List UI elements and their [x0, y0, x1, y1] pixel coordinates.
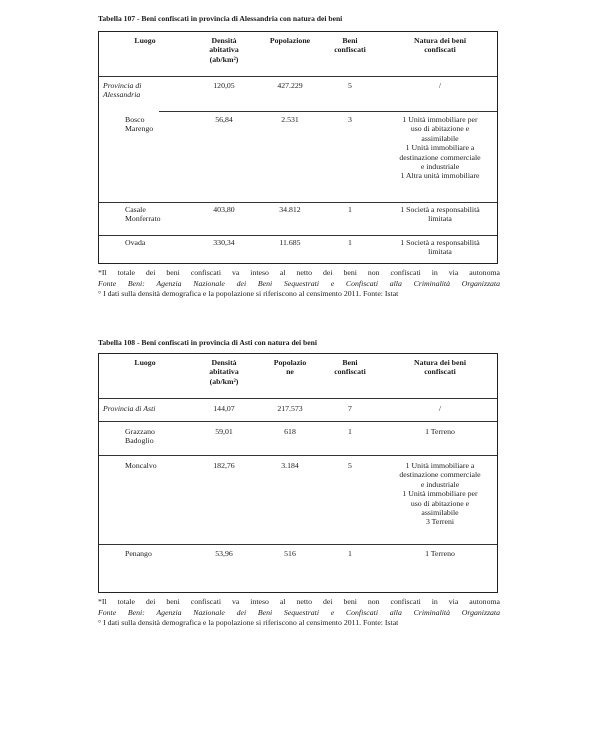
name-line: Provincia di: [103, 81, 142, 90]
densita-value: 56,84: [215, 115, 233, 124]
town-name: [125, 238, 195, 247]
note-census: ° I dati sulla densità demografica e la popolazione si riferiscono al censimento 2011. Fonte: Istat: [98, 289, 399, 299]
row-divider: [99, 398, 497, 399]
header-line: Beni: [342, 358, 358, 367]
header-line: ne: [286, 367, 294, 377]
popolazione-value: 34.812: [279, 205, 301, 214]
beni-value: 7: [348, 404, 352, 413]
natura-value: [381, 81, 499, 90]
popolazione-value: 2.531: [281, 115, 299, 124]
natura-line: 1 Unità immobiliare per: [402, 115, 478, 124]
header-beni: [325, 358, 375, 377]
beni-value: 1: [348, 238, 352, 247]
row-divider: [159, 111, 497, 112]
name-line: Badoglio: [125, 436, 154, 446]
popolazione-value: 11.685: [279, 238, 301, 247]
natura-value: [381, 549, 499, 558]
note-total: *Il totale dei beni confiscati va inteso al netto dei beni non confiscati in via autonoma: [98, 268, 500, 277]
row-divider: [99, 421, 497, 422]
popolazione-value: 618: [284, 427, 296, 436]
note-total: *Il totale dei beni confiscati va inteso al netto dei beni non confiscati in via autonoma: [98, 597, 500, 606]
popolazione-value: 3.184: [281, 461, 299, 470]
beni-value: 1: [348, 205, 352, 214]
densita-value: 59,01: [215, 427, 233, 436]
row-divider: [99, 544, 497, 545]
header-densita: [195, 36, 253, 64]
natura-line: e industriale: [420, 162, 460, 172]
natura-value: [381, 205, 499, 224]
natura-line: 3 Terreni: [425, 517, 455, 527]
natura-line: destinazione commerciale: [399, 152, 481, 162]
beni-value: 1: [348, 549, 352, 558]
header-line: confiscati: [424, 45, 456, 55]
natura-value: [381, 404, 499, 413]
town-name: [125, 461, 195, 470]
note-source: Fonte Beni: Agenzia Nazionale dei Beni Sequestrati e Confiscati alla Criminalità Organizzata: [98, 278, 500, 288]
name-line: Monferrato: [125, 214, 161, 224]
header-line: Popolazio: [273, 358, 307, 367]
header-luogo: Luogo: [134, 358, 156, 367]
popolazione-value: 217.573: [277, 404, 303, 413]
name-line: Provincia di Asti: [103, 404, 156, 413]
beni-value: 3: [348, 115, 352, 124]
natura-line: 1 Unità immobiliare a: [405, 143, 475, 153]
province-name: [103, 81, 193, 100]
name-line: Marengo: [125, 124, 154, 134]
header-popolazione: [259, 358, 321, 377]
natura-line: 1 Società a responsabilità: [400, 205, 480, 214]
name-line: Casale: [125, 205, 146, 214]
densita-value: 53,96: [215, 549, 233, 558]
natura-line: limitata: [428, 247, 452, 257]
natura-value: [381, 461, 499, 527]
row-divider: [99, 455, 497, 456]
natura-value: [381, 238, 499, 257]
natura-line: uso di abitazione e: [410, 498, 470, 508]
header-popolazione: [259, 36, 321, 45]
densita-value: 403,80: [213, 205, 235, 214]
header-line: Beni: [342, 36, 358, 45]
natura-line: uso di abitazione e: [410, 124, 470, 134]
densita-value: 144,07: [213, 404, 235, 413]
header-natura: [381, 358, 499, 377]
table-caption: Tabella 107 - Beni confiscati in provincia di Alessandria con natura dei beni: [98, 14, 343, 23]
confiscated-assets-table: [98, 31, 498, 264]
natura-line: 1 Altra unità immobiliare: [400, 171, 480, 181]
natura-line: /: [438, 404, 442, 413]
header-line: Popolazione: [269, 36, 311, 45]
header-line: abitativa: [209, 367, 239, 377]
header-line: abitativa: [209, 45, 239, 55]
table-notes: [98, 268, 500, 300]
name-line: Grazzano: [125, 427, 155, 436]
popolazione-value: 427.229: [277, 81, 303, 90]
natura-line: 1 Terreno: [425, 427, 455, 436]
confiscated-assets-table: [98, 353, 498, 593]
beni-value: 5: [348, 81, 352, 90]
natura-line: e industriale: [420, 479, 460, 489]
town-name: [125, 549, 195, 558]
header-line: Natura dei beni: [414, 358, 466, 367]
densita-value: 120,05: [213, 81, 235, 90]
name-line: Moncalvo: [125, 461, 157, 470]
table-notes: [98, 597, 500, 629]
header-line: Densità: [211, 36, 237, 45]
province-name: [103, 404, 193, 413]
natura-line: destinazione commerciale: [399, 470, 481, 480]
note-census: ° I dati sulla densità demografica e la popolazione si riferiscono al censimento 2011. Fonte: Istat: [98, 618, 399, 628]
natura-line: /: [438, 81, 442, 90]
header-natura: [381, 36, 499, 55]
town-name: [125, 115, 195, 134]
natura-line: 1 Unità immobiliare a: [405, 461, 475, 470]
natura-line: 1 Terreno: [425, 549, 455, 558]
popolazione-value: 516: [284, 549, 296, 558]
natura-line: assimilabile: [421, 508, 459, 518]
town-name: [125, 427, 195, 446]
natura-value: [381, 115, 499, 181]
densita-value: 330,34: [213, 238, 235, 247]
header-densita: [195, 358, 253, 386]
name-line: Bosco: [125, 115, 145, 124]
beni-value: 1: [348, 427, 352, 436]
natura-line: 1 Unità immobiliare per: [402, 489, 478, 499]
natura-line: limitata: [428, 214, 452, 224]
beni-value: 5: [348, 461, 352, 470]
header-beni: [325, 36, 375, 55]
name-line: Ovada: [125, 238, 146, 247]
natura-value: [381, 427, 499, 436]
natura-line: 1 Società a responsabilità: [400, 238, 480, 247]
header-line: confiscati: [334, 367, 366, 377]
header-luogo: Luogo: [134, 36, 156, 45]
row-divider: [99, 235, 497, 236]
header-line: confiscati: [424, 367, 456, 377]
name-line: Penango: [125, 549, 152, 558]
header-line: (ab/km²): [209, 54, 239, 64]
row-divider: [99, 76, 497, 77]
header-line: (ab/km²): [209, 376, 239, 386]
header-line: Natura dei beni: [414, 36, 466, 45]
densita-value: 182,76: [213, 461, 235, 470]
table-caption: Tabella 108 - Beni confiscati in provincia di Asti con natura dei beni: [98, 338, 317, 347]
town-name: [125, 205, 195, 224]
header-line: Densità: [211, 358, 237, 367]
name-line: Alessandria: [103, 90, 141, 100]
header-line: confiscati: [334, 45, 366, 55]
natura-line: assimilabile: [421, 133, 459, 143]
row-divider: [99, 202, 497, 203]
note-source: Fonte Beni: Agenzia Nazionale dei Beni Sequestrati e Confiscati alla Criminalità Organizzata: [98, 607, 500, 617]
